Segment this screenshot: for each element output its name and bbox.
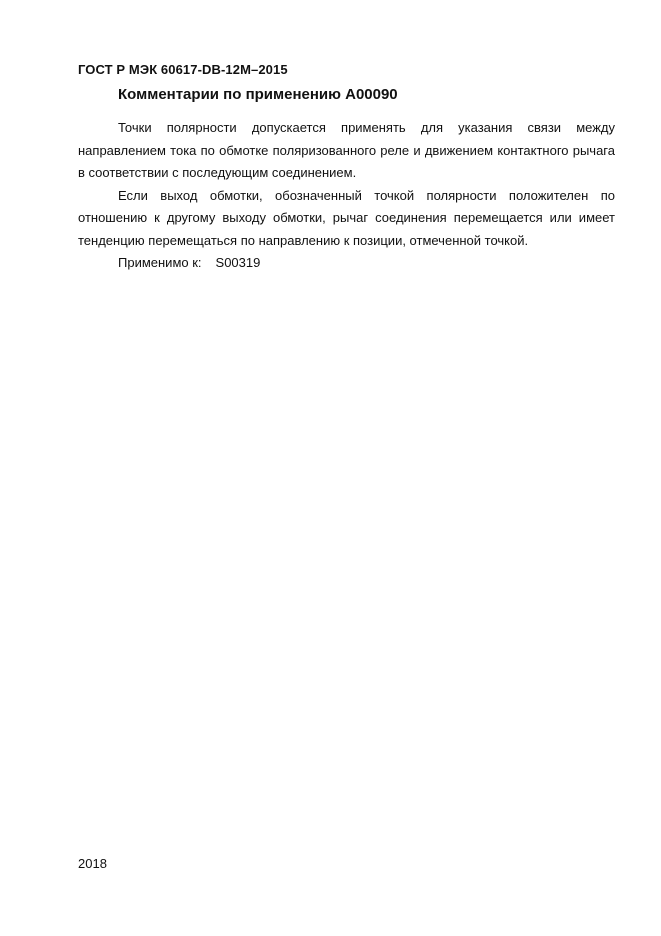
- section-title: Комментарии по применению A00090: [118, 86, 398, 103]
- page-number: 2018: [78, 856, 107, 871]
- paragraph-polarity-dots: Точки полярности допускается применять для указания связи между направлением тока по обмотке поляризованного реле и движением контактного рычага в соответствии с последующим соединением.: [78, 120, 615, 180]
- applies-to: [78, 252, 615, 275]
- applies-to-label: Применимо к:: [118, 255, 202, 270]
- document-header: ГОСТ Р МЭК 60617-DB-12M–2015: [78, 62, 288, 77]
- body-text: [78, 117, 615, 275]
- applies-to-code: S00319: [215, 255, 261, 270]
- paragraph-winding-output: Если выход обмотки, обозначенный точкой полярности положителен по отношению к другому выходу обмотки, рычаг соединения перемещается или имеет тенденцию перемещаться по направлению к позиции, отмеченной точкой.: [78, 187, 615, 248]
